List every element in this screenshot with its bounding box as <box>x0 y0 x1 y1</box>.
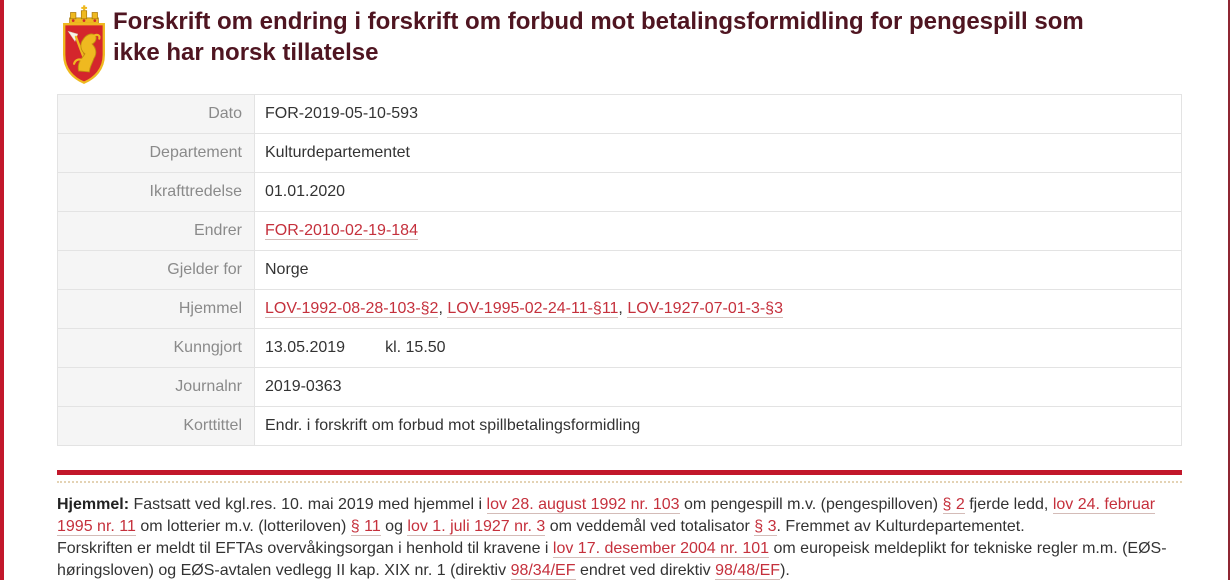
row-label: Journalnr <box>58 368 255 407</box>
doc-link[interactable]: FOR-2010-02-19-184 <box>265 222 418 239</box>
table-row <box>58 290 1182 329</box>
table-row <box>58 368 1182 407</box>
law-link[interactable]: § 2 <box>942 496 965 513</box>
row-value: 13.05.2019 kl. 15.50 <box>255 329 1182 368</box>
row-label: Kunngjort <box>58 329 255 368</box>
legal-basis-section <box>57 494 1182 582</box>
law-link[interactable]: § 11 <box>350 518 381 535</box>
row-value: Endr. i forskrift om forbud mot spillbetalingsformidling <box>255 407 1182 446</box>
document-page <box>57 0 1182 582</box>
row-label: Endrer <box>58 212 255 251</box>
left-accent-bar <box>0 0 4 580</box>
table-row <box>58 134 1182 173</box>
row-value: Kulturdepartementet <box>255 134 1182 173</box>
doc-link[interactable]: LOV-1995-02-24-11-§11 <box>447 300 619 317</box>
law-link[interactable]: lov 24. februar 1995 nr. 11 <box>57 496 1156 535</box>
norwegian-coat-of-arms-icon <box>57 4 111 84</box>
law-link[interactable]: 98/48/EF <box>715 562 781 579</box>
metadata-table <box>57 94 1182 446</box>
law-link[interactable]: 98/34/EF <box>510 562 576 579</box>
page-header <box>57 4 1182 84</box>
law-link[interactable]: lov 17. desember 2004 nr. 101 <box>552 540 770 557</box>
page-title: Forskrift om endring i forskrift om forbud mot betalingsformidling for pengespill som ikke har norsk tillatelse <box>113 8 1084 66</box>
right-accent-bar <box>1228 0 1230 580</box>
table-row <box>58 212 1182 251</box>
section-divider-bar <box>57 470 1182 475</box>
doc-link[interactable]: LOV-1927-07-01-3-§3 <box>627 300 783 317</box>
row-value: LOV-1992-08-28-103-§2, LOV-1995-02-24-11-§11, LOV-1927-07-01-3-§3 <box>255 290 1182 329</box>
row-label: Ikrafttredelse <box>58 173 255 212</box>
table-row <box>58 95 1182 134</box>
published-time: kl. 15.50 <box>385 339 446 356</box>
row-label: Departement <box>58 134 255 173</box>
legal-basis-paragraph: Hjemmel: Fastsatt ved kgl.res. 10. mai 2019 med hjemmel i lov 28. august 1992 nr. 103 om pengespill m.v. (pengespilloven) § 2 fjerde ledd, lov 24. februar 1995 nr. 11 om lotterier m.v. (lotteriloven) § 11 og lov 1. juli 1927 nr. 3 om veddemål ved totalisator § 3. Fremmet av Kulturdepartementet. <box>57 496 1156 535</box>
row-label: Dato <box>58 95 255 134</box>
law-link[interactable]: lov 1. juli 1927 nr. 3 <box>407 518 546 535</box>
row-label: Korttittel <box>58 407 255 446</box>
row-value: 2019-0363 <box>255 368 1182 407</box>
table-row <box>58 407 1182 446</box>
row-value: 01.01.2020 <box>255 173 1182 212</box>
row-label: Gjelder for <box>58 251 255 290</box>
paragraph-lead-label: Hjemmel: <box>57 496 130 513</box>
row-value: Norge <box>255 251 1182 290</box>
table-row <box>58 251 1182 290</box>
row-label: Hjemmel <box>58 290 255 329</box>
section-divider-dotted <box>57 481 1182 483</box>
doc-link[interactable]: LOV-1992-08-28-103-§2 <box>265 300 439 317</box>
notification-paragraph: Forskriften er meldt til EFTAs overvåkingsorgan i henhold til kravene i lov 17. desember 2004 nr. 101 om europeisk meldeplikt for tekniske regler m.m. (EØS-høringsloven) og EØS-avtalen vedlegg II kap. XIX nr. 1 (direktiv 98/34/EF endret ved direktiv 98/48/EF). <box>57 540 1167 579</box>
row-value: FOR-2019-05-10-593 <box>255 95 1182 134</box>
table-row <box>58 173 1182 212</box>
law-link[interactable]: lov 28. august 1992 nr. 103 <box>486 496 680 513</box>
row-value <box>255 212 1182 251</box>
table-row <box>58 329 1182 368</box>
law-link[interactable]: § 3 <box>754 518 777 535</box>
